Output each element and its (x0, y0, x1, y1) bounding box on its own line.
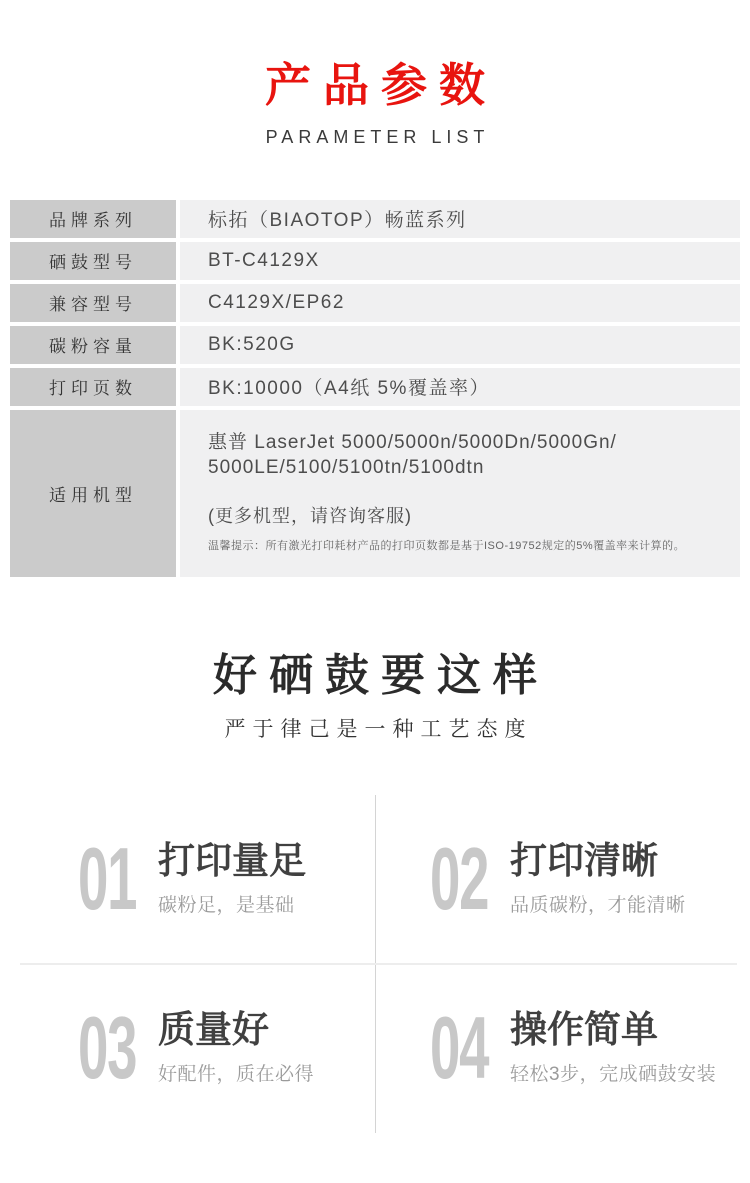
table-row (10, 368, 740, 406)
table-row (10, 326, 740, 364)
table-row (10, 284, 740, 322)
feature-cell-2 (375, 795, 750, 964)
slogan-title: 好硒鼓要这样 (213, 650, 549, 700)
page-title: 产品参数 (265, 59, 497, 111)
spec-label-compatible-model: 兼容型号 (10, 284, 176, 322)
features-grid (0, 795, 750, 1133)
feature-cell-1 (0, 795, 375, 964)
feature-print-clarity (430, 829, 686, 929)
feature-title: 打印量足 (158, 839, 306, 881)
feature-cell-3 (0, 964, 375, 1133)
spec-value-applicable-models (180, 410, 740, 577)
table-row (10, 200, 740, 238)
feature-number: 02 (430, 829, 489, 929)
table-row (10, 410, 740, 577)
slogan-subtitle: 严于律己是一种工艺态度 (224, 717, 533, 741)
more-models-note: (更多机型，请咨询客服) (208, 505, 412, 526)
horizontal-divider (20, 963, 737, 965)
feature-desc: 好配件，质在必得 (158, 1063, 315, 1085)
feature-number: 03 (78, 998, 137, 1098)
spec-label-toner-capacity: 碳粉容量 (10, 326, 176, 364)
iso-coverage-tip: 温馨提示：所有激光打印耗材产品的打印页数都是基于ISO-19752规定的5%覆盖率来计算的。 (208, 539, 686, 552)
applicable-models-line2: 5000LE/5100/5100tn/5100dtn (208, 456, 485, 478)
feature-print-volume (78, 829, 306, 929)
spec-value-compatible-model: C4129X/EP62 (180, 284, 740, 322)
feature-title: 操作简单 (510, 1008, 658, 1050)
spec-label-applicable-models: 适用机型 (10, 410, 176, 577)
spec-value-toner-capacity: BK:520G (180, 326, 740, 364)
feature-desc: 碳粉足，是基础 (158, 894, 295, 916)
feature-number: 01 (78, 829, 137, 929)
spec-label-page-yield: 打印页数 (10, 368, 176, 406)
spec-label-cartridge-model: 硒鼓型号 (10, 242, 176, 280)
feature-quality (78, 998, 315, 1098)
spec-value-cartridge-model: BT-C4129X (180, 242, 740, 280)
table-row (10, 242, 740, 280)
spec-value-brand: 标拓（BIAOTOP）畅蓝系列 (180, 200, 740, 238)
page-subtitle: PARAMETER LIST (265, 126, 490, 147)
feature-easy-operation (430, 998, 717, 1098)
spec-value-page-yield: BK:10000（A4纸 5%覆盖率） (180, 368, 740, 406)
feature-desc: 品质碳粉，才能清晰 (510, 894, 686, 916)
applicable-models-line1: 惠普 LaserJet 5000/5000n/5000Dn/5000Gn/ (208, 431, 617, 453)
feature-desc: 轻松3步，完成硒鼓安装 (510, 1063, 717, 1085)
feature-title: 打印清晰 (510, 839, 658, 881)
slogan-section (0, 650, 750, 743)
feature-cell-4 (375, 964, 750, 1133)
feature-number: 04 (430, 998, 489, 1098)
spec-label-brand: 品牌系列 (10, 200, 176, 238)
feature-title: 质量好 (158, 1008, 269, 1050)
spec-table (10, 200, 740, 577)
header (0, 0, 750, 148)
